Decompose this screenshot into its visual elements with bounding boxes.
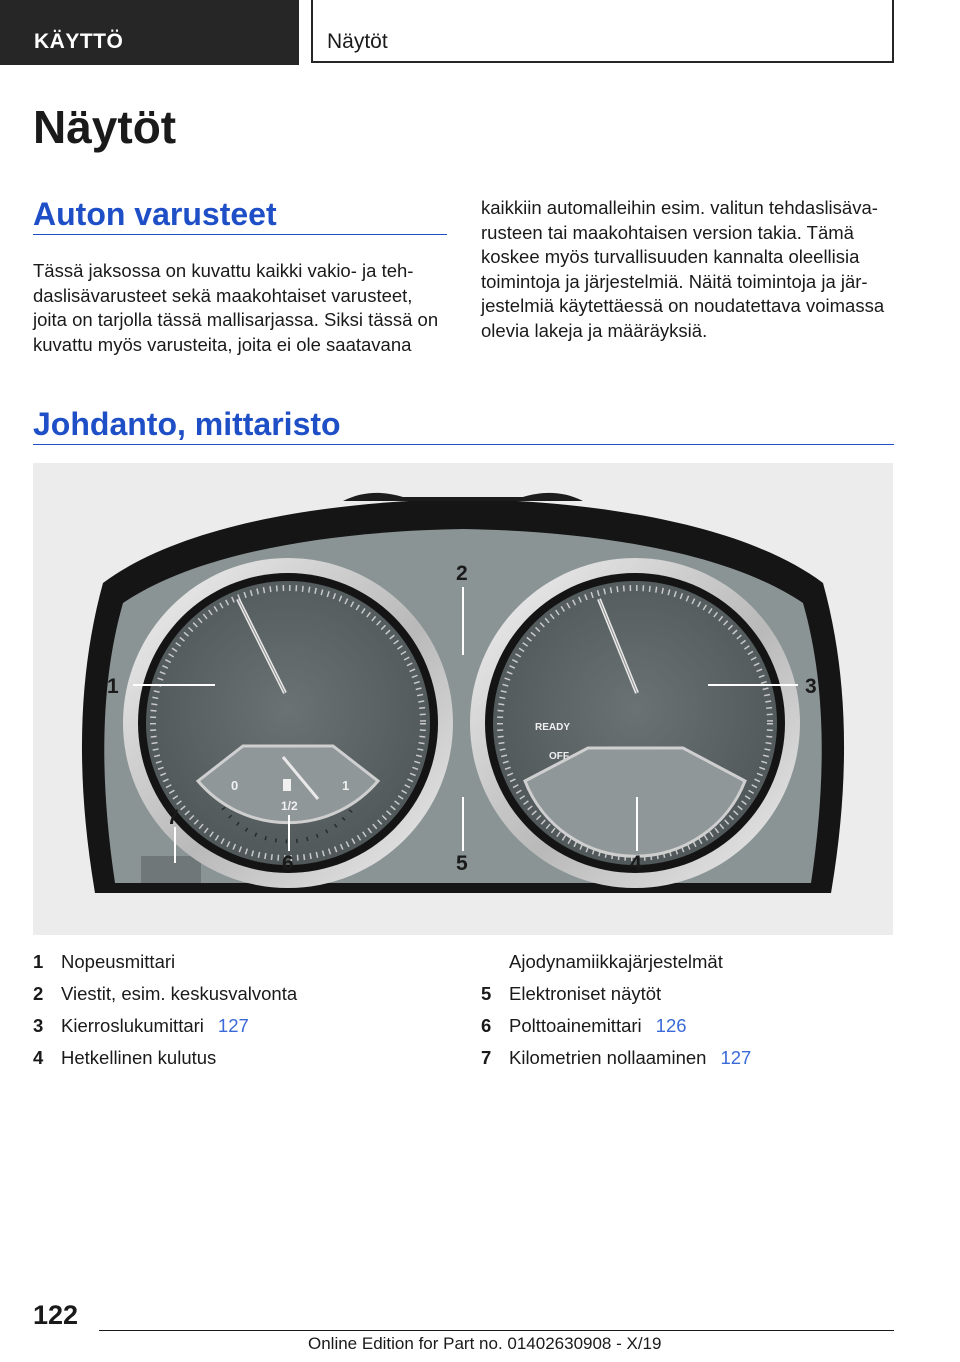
- page-reference-link[interactable]: 127: [720, 1047, 752, 1068]
- legend-number: 5: [481, 983, 492, 1004]
- text-line: kaikkiin automalleihin esim. valitun tehdaslisäva-: [481, 197, 878, 218]
- legend-number: 4: [33, 1047, 44, 1068]
- intro-text-right: [481, 196, 884, 343]
- legend-text: Ajodynamiikkajärjestelmät: [509, 951, 723, 972]
- callout-3: 3: [805, 675, 817, 698]
- callout-1: 1: [107, 675, 119, 698]
- legend-left: [33, 946, 297, 1074]
- list-item: [481, 1042, 751, 1074]
- callout-5: 5: [456, 852, 468, 875]
- page-number: 122: [33, 1300, 79, 1330]
- legend-number: 2: [33, 983, 44, 1004]
- intro-text-left: [33, 259, 438, 357]
- text-line: jestelmiä käytettäessä on noudatettava voimassa: [481, 295, 885, 316]
- legend-number: 3: [33, 1015, 44, 1036]
- text-line: joita on tarjolla tässä mallisarjassa. Siksi tässä on: [33, 309, 439, 330]
- page-reference-link[interactable]: 126: [655, 1015, 687, 1036]
- list-item: [33, 978, 297, 1010]
- legend-text: Polttoainemittari: [509, 1015, 642, 1036]
- callout-4: 4: [630, 852, 642, 875]
- text-line: toimintoja ja järjestelmiä. Näitä toimintoja ja jär-: [481, 270, 868, 292]
- fuel-scale-half: 1/2: [281, 799, 298, 813]
- callout-7: 7: [167, 806, 179, 829]
- footer-rule: [99, 1330, 894, 1331]
- legend-number: 7: [481, 1047, 492, 1068]
- legend-right: [481, 946, 751, 1074]
- header-section-label: KÄYTTÖ: [34, 30, 124, 53]
- legend-number: 6: [481, 1015, 492, 1036]
- callout-2: 2: [456, 562, 468, 585]
- legend-text: Elektroniset näytöt: [509, 983, 662, 1004]
- legend-text: Hetkellinen kulutus: [61, 1047, 217, 1068]
- header-section-tab: [0, 0, 299, 65]
- text-line: kuvattu myös varusteita, joita ei ole saatavana: [33, 333, 412, 355]
- callout-6: 6: [282, 852, 294, 875]
- header-chapter-label: Näytöt: [327, 30, 388, 53]
- list-item: [33, 1010, 297, 1042]
- text-line: Tässä jaksossa on kuvattu kaikki vakio- ja teh-: [33, 260, 414, 281]
- footer-edition-text: Online Edition for Part no. 01402630908 - X/19: [308, 1334, 662, 1353]
- off-label: OFF: [549, 751, 569, 762]
- legend-text: Viestit, esim. keskusvalvonta: [61, 983, 298, 1004]
- instrument-cluster-figure: [33, 463, 893, 935]
- section-heading-johdanto-mittaristo: Johdanto, mittaristo: [33, 406, 341, 442]
- list-item: [481, 1010, 751, 1042]
- ready-label: READY: [535, 722, 571, 733]
- list-item: [33, 1042, 297, 1074]
- text-line: koskee myös turvallisuuden kannalta oleellisia: [481, 246, 860, 267]
- section-heading-auton-varusteet: Auton varusteet: [33, 196, 277, 232]
- text-line: olevia lakeja ja määräyksiä.: [481, 319, 708, 341]
- legend-number: 1: [33, 951, 44, 972]
- section-rule: [33, 444, 894, 445]
- text-line: daslisävarusteet sekä maakohtaiset varusteet,: [33, 284, 413, 306]
- list-item: [481, 946, 751, 978]
- list-item: [33, 946, 297, 978]
- fuel-pump-icon: [283, 779, 291, 791]
- legend-text: Nopeusmittari: [61, 951, 176, 972]
- legend-text: Kierroslukumittari: [61, 1015, 204, 1036]
- page-reference-link[interactable]: 127: [217, 1015, 249, 1036]
- section-rule: [33, 234, 447, 235]
- legend-text: Kilometrien nollaaminen: [509, 1047, 707, 1068]
- text-line: rusteen tai maakohtaisen version takia. Tämä: [481, 221, 854, 243]
- fuel-scale-high: 1: [342, 778, 350, 793]
- page-title: Näytöt: [33, 101, 177, 153]
- fuel-scale-low: 0: [231, 778, 239, 793]
- list-item: [481, 978, 751, 1010]
- header-chapter-box: [311, 0, 894, 63]
